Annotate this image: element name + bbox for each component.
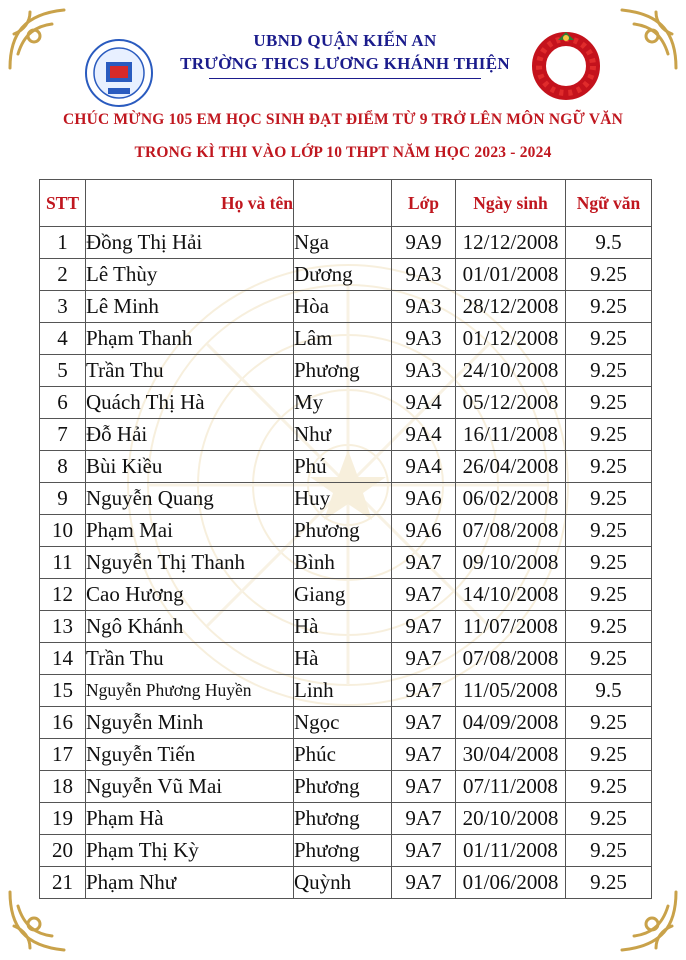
student-class: 9A3 — [392, 323, 456, 355]
row-number: 12 — [40, 579, 86, 611]
row-number: 7 — [40, 419, 86, 451]
student-family-given-name: Quách Thị Hà — [86, 387, 294, 419]
student-first-name: My — [294, 387, 392, 419]
student-family-given-name: Đồng Thị Hải — [86, 227, 294, 259]
literature-score: 9.25 — [566, 515, 652, 547]
student-first-name: Bình — [294, 547, 392, 579]
literature-score: 9.25 — [566, 419, 652, 451]
student-family-given-name: Ngô Khánh — [86, 611, 294, 643]
student-family-given-name: Cao Hương — [86, 579, 294, 611]
student-family-given-name: Nguyễn Minh — [86, 707, 294, 739]
student-first-name: Huy — [294, 483, 392, 515]
student-family-given-name: Nguyễn Tiến — [86, 739, 294, 771]
student-family-given-name: Nguyễn Phương Huyền — [86, 675, 294, 707]
table-row — [40, 387, 652, 419]
literature-score: 9.25 — [566, 451, 652, 483]
header-underline — [209, 78, 481, 79]
literature-score: 9.25 — [566, 803, 652, 835]
row-number: 18 — [40, 771, 86, 803]
student-first-name: Hà — [294, 611, 392, 643]
student-first-name: Phương — [294, 515, 392, 547]
student-class: 9A7 — [392, 739, 456, 771]
row-number: 5 — [40, 355, 86, 387]
student-table — [39, 179, 652, 899]
student-family-given-name: Phạm Thanh — [86, 323, 294, 355]
table-row — [40, 291, 652, 323]
header-class: Lớp — [392, 180, 456, 227]
student-first-name: Ngọc — [294, 707, 392, 739]
table-row — [40, 611, 652, 643]
student-birth-date: 14/10/2008 — [456, 579, 566, 611]
student-class: 9A4 — [392, 387, 456, 419]
table-row — [40, 259, 652, 291]
student-family-given-name: Phạm Thị Kỳ — [86, 835, 294, 867]
student-birth-date: 30/04/2008 — [456, 739, 566, 771]
literature-score: 9.25 — [566, 323, 652, 355]
row-number: 6 — [40, 387, 86, 419]
literature-score: 9.25 — [566, 771, 652, 803]
row-number: 20 — [40, 835, 86, 867]
table-row — [40, 803, 652, 835]
student-birth-date: 04/09/2008 — [456, 707, 566, 739]
table-row — [40, 483, 652, 515]
school-emblem-icon — [84, 38, 154, 108]
row-number: 21 — [40, 867, 86, 899]
student-birth-date: 26/04/2008 — [456, 451, 566, 483]
student-family-given-name: Nguyễn Quang — [86, 483, 294, 515]
row-number: 15 — [40, 675, 86, 707]
student-family-given-name: Phạm Hà — [86, 803, 294, 835]
literature-score: 9.25 — [566, 579, 652, 611]
student-first-name: Phúc — [294, 739, 392, 771]
student-family-given-name: Lê Minh — [86, 291, 294, 323]
student-first-name: Phương — [294, 803, 392, 835]
student-first-name: Giang — [294, 579, 392, 611]
literature-score: 9.25 — [566, 867, 652, 899]
school-name: TRƯỜNG THCS LƯƠNG KHÁNH THIỆN — [180, 54, 510, 73]
student-class: 9A7 — [392, 611, 456, 643]
literature-score: 9.25 — [566, 643, 652, 675]
district-name: UBND QUẬN KIẾN AN — [253, 31, 437, 50]
student-birth-date: 12/12/2008 — [456, 227, 566, 259]
student-first-name: Phương — [294, 771, 392, 803]
student-class: 9A6 — [392, 483, 456, 515]
student-family-given-name: Đỗ Hải — [86, 419, 294, 451]
student-birth-date: 07/08/2008 — [456, 515, 566, 547]
student-birth-date: 20/10/2008 — [456, 803, 566, 835]
student-birth-date: 16/11/2008 — [456, 419, 566, 451]
student-class: 9A7 — [392, 547, 456, 579]
student-birth-date: 11/07/2008 — [456, 611, 566, 643]
table-row — [40, 835, 652, 867]
literature-score: 9.25 — [566, 259, 652, 291]
student-first-name: Phú — [294, 451, 392, 483]
literature-score: 9.25 — [566, 707, 652, 739]
table-header-row — [40, 180, 652, 227]
student-class: 9A3 — [392, 355, 456, 387]
header-blank — [294, 180, 392, 227]
table-row — [40, 355, 652, 387]
table-row — [40, 675, 652, 707]
student-first-name: Quỳnh — [294, 867, 392, 899]
header-stt: STT — [40, 180, 86, 227]
table-row — [40, 643, 652, 675]
row-number: 14 — [40, 643, 86, 675]
student-birth-date: 05/12/2008 — [456, 387, 566, 419]
student-birth-date: 01/06/2008 — [456, 867, 566, 899]
row-number: 19 — [40, 803, 86, 835]
student-first-name: Nga — [294, 227, 392, 259]
student-class: 9A9 — [392, 227, 456, 259]
table-row — [40, 771, 652, 803]
row-number: 1 — [40, 227, 86, 259]
student-family-given-name: Trần Thu — [86, 355, 294, 387]
student-class: 9A3 — [392, 259, 456, 291]
student-first-name: Linh — [294, 675, 392, 707]
row-number: 17 — [40, 739, 86, 771]
student-class: 9A6 — [392, 515, 456, 547]
school-header — [150, 30, 540, 79]
corner-ornament-icon — [612, 4, 682, 74]
row-number: 8 — [40, 451, 86, 483]
student-family-given-name: Lê Thùy — [86, 259, 294, 291]
row-number: 16 — [40, 707, 86, 739]
table-row — [40, 323, 652, 355]
literature-score: 9.25 — [566, 355, 652, 387]
congratulations-title: CHÚC MỪNG 105 EM HỌC SINH ĐẠT ĐIỂM TỪ 9 TRỞ LÊN MÔN NGỮ VĂN — [62, 111, 624, 128]
student-class: 9A7 — [392, 707, 456, 739]
student-family-given-name: Bùi Kiều — [86, 451, 294, 483]
table-row — [40, 419, 652, 451]
student-family-given-name: Nguyễn Vũ Mai — [86, 771, 294, 803]
student-birth-date: 06/02/2008 — [456, 483, 566, 515]
literature-score: 9.5 — [566, 675, 652, 707]
student-birth-date: 01/12/2008 — [456, 323, 566, 355]
row-number: 11 — [40, 547, 86, 579]
student-family-given-name: Trần Thu — [86, 643, 294, 675]
literature-score: 9.25 — [566, 547, 652, 579]
literature-score: 9.25 — [566, 611, 652, 643]
table-row — [40, 867, 652, 899]
exam-subtitle: TRONG KÌ THI VÀO LỚP 10 THPT NĂM HỌC 2023 - 2024 — [134, 144, 552, 161]
literature-score: 9.25 — [566, 835, 652, 867]
literature-score: 9.5 — [566, 227, 652, 259]
student-birth-date: 09/10/2008 — [456, 547, 566, 579]
student-first-name: Hòa — [294, 291, 392, 323]
row-number: 3 — [40, 291, 86, 323]
student-birth-date: 01/11/2008 — [456, 835, 566, 867]
student-class: 9A7 — [392, 771, 456, 803]
student-family-given-name: Nguyễn Thị Thanh — [86, 547, 294, 579]
student-first-name: Như — [294, 419, 392, 451]
table-row — [40, 739, 652, 771]
table-row — [40, 451, 652, 483]
row-number: 2 — [40, 259, 86, 291]
student-birth-date: 28/12/2008 — [456, 291, 566, 323]
student-birth-date: 24/10/2008 — [456, 355, 566, 387]
student-class: 9A7 — [392, 835, 456, 867]
row-number: 13 — [40, 611, 86, 643]
student-birth-date: 01/01/2008 — [456, 259, 566, 291]
student-class: 9A4 — [392, 419, 456, 451]
student-family-given-name: Phạm Mai — [86, 515, 294, 547]
student-first-name: Hà — [294, 643, 392, 675]
table-row — [40, 579, 652, 611]
student-family-given-name: Phạm Như — [86, 867, 294, 899]
student-first-name: Phương — [294, 835, 392, 867]
student-first-name: Dương — [294, 259, 392, 291]
header-birth-date: Ngày sinh — [456, 180, 566, 227]
student-class: 9A7 — [392, 867, 456, 899]
student-birth-date: 11/05/2008 — [456, 675, 566, 707]
student-birth-date: 07/11/2008 — [456, 771, 566, 803]
student-class: 9A7 — [392, 643, 456, 675]
header-literature-score: Ngữ văn — [566, 180, 652, 227]
student-first-name: Phương — [294, 355, 392, 387]
row-number: 4 — [40, 323, 86, 355]
row-number: 10 — [40, 515, 86, 547]
student-class: 9A7 — [392, 675, 456, 707]
student-class: 9A7 — [392, 579, 456, 611]
student-class: 9A3 — [392, 291, 456, 323]
corner-ornament-icon — [4, 4, 74, 74]
literature-score: 9.25 — [566, 483, 652, 515]
table-row — [40, 547, 652, 579]
header-full-name: Họ và tên — [86, 180, 294, 227]
student-class: 9A7 — [392, 803, 456, 835]
literature-score: 9.25 — [566, 387, 652, 419]
table-row — [40, 707, 652, 739]
student-class: 9A4 — [392, 451, 456, 483]
table-row — [40, 227, 652, 259]
literature-score: 9.25 — [566, 739, 652, 771]
row-number: 9 — [40, 483, 86, 515]
student-birth-date: 07/08/2008 — [456, 643, 566, 675]
student-first-name: Lâm — [294, 323, 392, 355]
literature-score: 9.25 — [566, 291, 652, 323]
table-row — [40, 515, 652, 547]
